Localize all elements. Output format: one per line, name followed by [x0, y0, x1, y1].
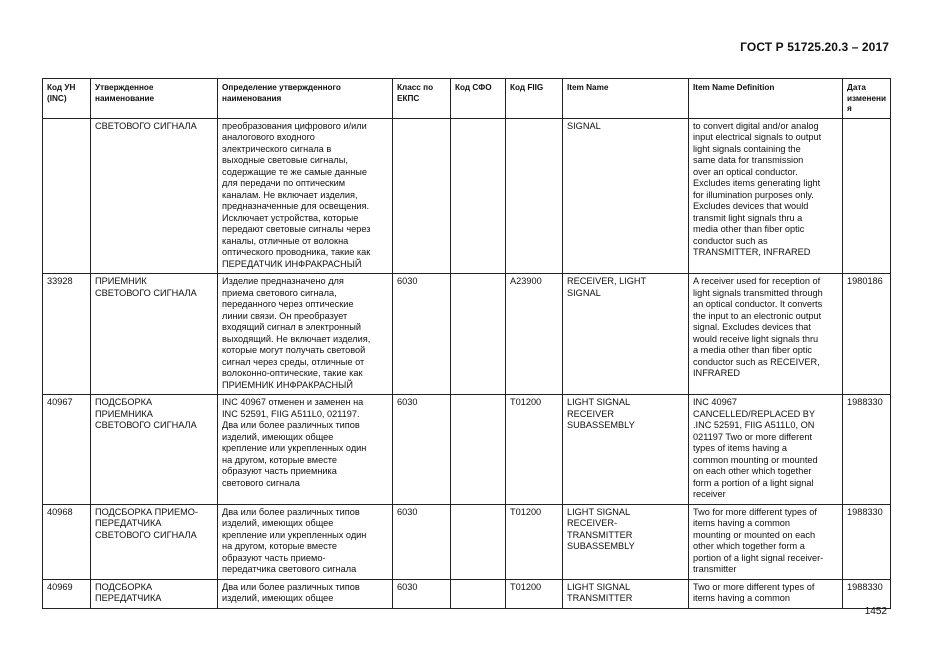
- header-approved-definition: Определение утвержденного наименования: [218, 79, 393, 119]
- table-row: [43, 395, 891, 505]
- cell-approved-definition: Изделие предназначено для приема светового сигнала, переданного через оптические линии связи. Он преобразует входящий сигнал в электронный выходящий. Не включает изделия, которые могут получать световой сигнал через среды, отличные от волоконно-оптические, такие как ПРИЕМНИК ИНФРАКРАСНЫЙ: [218, 274, 393, 395]
- cell-ekps-class: 6030: [393, 395, 451, 505]
- cell-change-date: 1988330: [843, 579, 891, 608]
- header-approved-name: Утвержденное наименование: [91, 79, 218, 119]
- page-number: 1452: [864, 606, 887, 617]
- cell-change-date: 1980186: [843, 274, 891, 395]
- cell-item-name: SIGNAL: [563, 118, 689, 274]
- cell-fiig-code: [506, 118, 563, 274]
- cell-approved-definition: INC 40967 отменен и заменен на INC 52591, FIIG A511L0, 021197. Два или более различных типов изделий, имеющих общее крепление или укрепленных один на другом, которые вместе образуют часть приемника светового сигнала: [218, 395, 393, 505]
- cell-approved-name: ПРИЕМНИК СВЕТОВОГО СИГНАЛА: [91, 274, 218, 395]
- header-item-definition: Item Name Definition: [689, 79, 843, 119]
- cell-item-name: RECEIVER, LIGHT SIGNAL: [563, 274, 689, 395]
- header-change-date: Дата изменения: [843, 79, 891, 119]
- cell-approved-definition: преобразования цифрового и/или аналогового входного электрического сигнала в выходные световые сигналы, содержащие те же самые данные для передачи по оптическим каналам. Не включает изделия, предназначенные для освещения. Исключает устройства, которые передают световые сигналы через каналы, отличные от волокна оптического проводника, такие как ПЕРЕДАТЧИК ИНФРАКРАСНЫЙ: [218, 118, 393, 274]
- cell-change-date: 1988330: [843, 395, 891, 505]
- document-standard-ref: ГОСТ Р 51725.20.3 – 2017: [740, 40, 889, 54]
- cell-inc: 40968: [43, 504, 91, 579]
- cell-item-definition: INC 40967 CANCELLED/REPLACED BY .INC 52591, FIIG A511L0, ON 021197 Two or more different types of items having a common mounting or mounted on each other which together form a portion of a light signal receiver: [689, 395, 843, 505]
- table-row: [43, 118, 891, 274]
- cell-ekps-class: 6030: [393, 579, 451, 608]
- cell-approved-name: СВЕТОВОГО СИГНАЛА: [91, 118, 218, 274]
- table-header-row: [43, 79, 891, 119]
- table-row: [43, 504, 891, 579]
- header-inc: Код УН (INC): [43, 79, 91, 119]
- header-item-name: Item Name: [563, 79, 689, 119]
- cell-inc: 40967: [43, 395, 91, 505]
- cell-item-name: LIGHT SIGNAL RECEIVER- TRANSMITTER SUBASSEMBLY: [563, 504, 689, 579]
- cell-approved-name: ПОДСБОРКА ПРИЕМО- ПЕРЕДАТЧИКА СВЕТОВОГО СИГНАЛА: [91, 504, 218, 579]
- table-row: [43, 274, 891, 395]
- cell-approved-definition: Два или более различных типов изделий, имеющих общее: [218, 579, 393, 608]
- cell-approved-name: ПОДСБОРКА ПЕРЕДАТЧИКА: [91, 579, 218, 608]
- cell-fiig-code: T01200: [506, 504, 563, 579]
- cell-ekps-class: [393, 118, 451, 274]
- cell-sfo-code: [451, 504, 506, 579]
- header-sfo-code: Код СФО: [451, 79, 506, 119]
- cell-sfo-code: [451, 579, 506, 608]
- cell-item-definition: to convert digital and/or analog input electrical signals to output light signals containing the same data for transmission over an optical conductor. Excludes items generating light for illumination purposes only. Excludes devices that would transmit light signals thru a media other than fiber optic conductor such as TRANSMITTER, INFRARED: [689, 118, 843, 274]
- cell-change-date: 1988330: [843, 504, 891, 579]
- cell-approved-definition: Два или более различных типов изделий, имеющих общее крепление или укрепленных один на другом, которые вместе образуют часть приемо- передатчика светового сигнала: [218, 504, 393, 579]
- cell-ekps-class: 6030: [393, 504, 451, 579]
- cell-item-definition: A receiver used for reception of light signals transmitted through an optical conductor. It converts the input to an electronic output signal. Excludes devices that would receive light signals thru a media other than fiber optic conductor such as RECEIVER, INFRARED: [689, 274, 843, 395]
- cell-fiig-code: T01200: [506, 579, 563, 608]
- cell-inc: [43, 118, 91, 274]
- cell-item-definition: Two or more different types of items having a common: [689, 579, 843, 608]
- cell-approved-name: ПОДСБОРКА ПРИЕМНИКА СВЕТОВОГО СИГНАЛА: [91, 395, 218, 505]
- cell-sfo-code: [451, 395, 506, 505]
- cell-ekps-class: 6030: [393, 274, 451, 395]
- cell-sfo-code: [451, 118, 506, 274]
- cell-item-name: LIGHT SIGNAL RECEIVER SUBASSEMBLY: [563, 395, 689, 505]
- cell-inc: 33928: [43, 274, 91, 395]
- cell-item-name: LIGHT SIGNAL TRANSMITTER: [563, 579, 689, 608]
- cell-fiig-code: T01200: [506, 395, 563, 505]
- header-fiig-code: Код FIIG: [506, 79, 563, 119]
- catalog-table: [42, 78, 891, 609]
- header-ekps-class: Класс по ЕКПС: [393, 79, 451, 119]
- cell-sfo-code: [451, 274, 506, 395]
- cell-item-definition: Two for more different types of items having a common mounting or mounted on each other which together form a portion of a light signal receiver- transmitter: [689, 504, 843, 579]
- table-row: [43, 579, 891, 608]
- cell-fiig-code: A23900: [506, 274, 563, 395]
- cell-change-date: [843, 118, 891, 274]
- cell-inc: 40969: [43, 579, 91, 608]
